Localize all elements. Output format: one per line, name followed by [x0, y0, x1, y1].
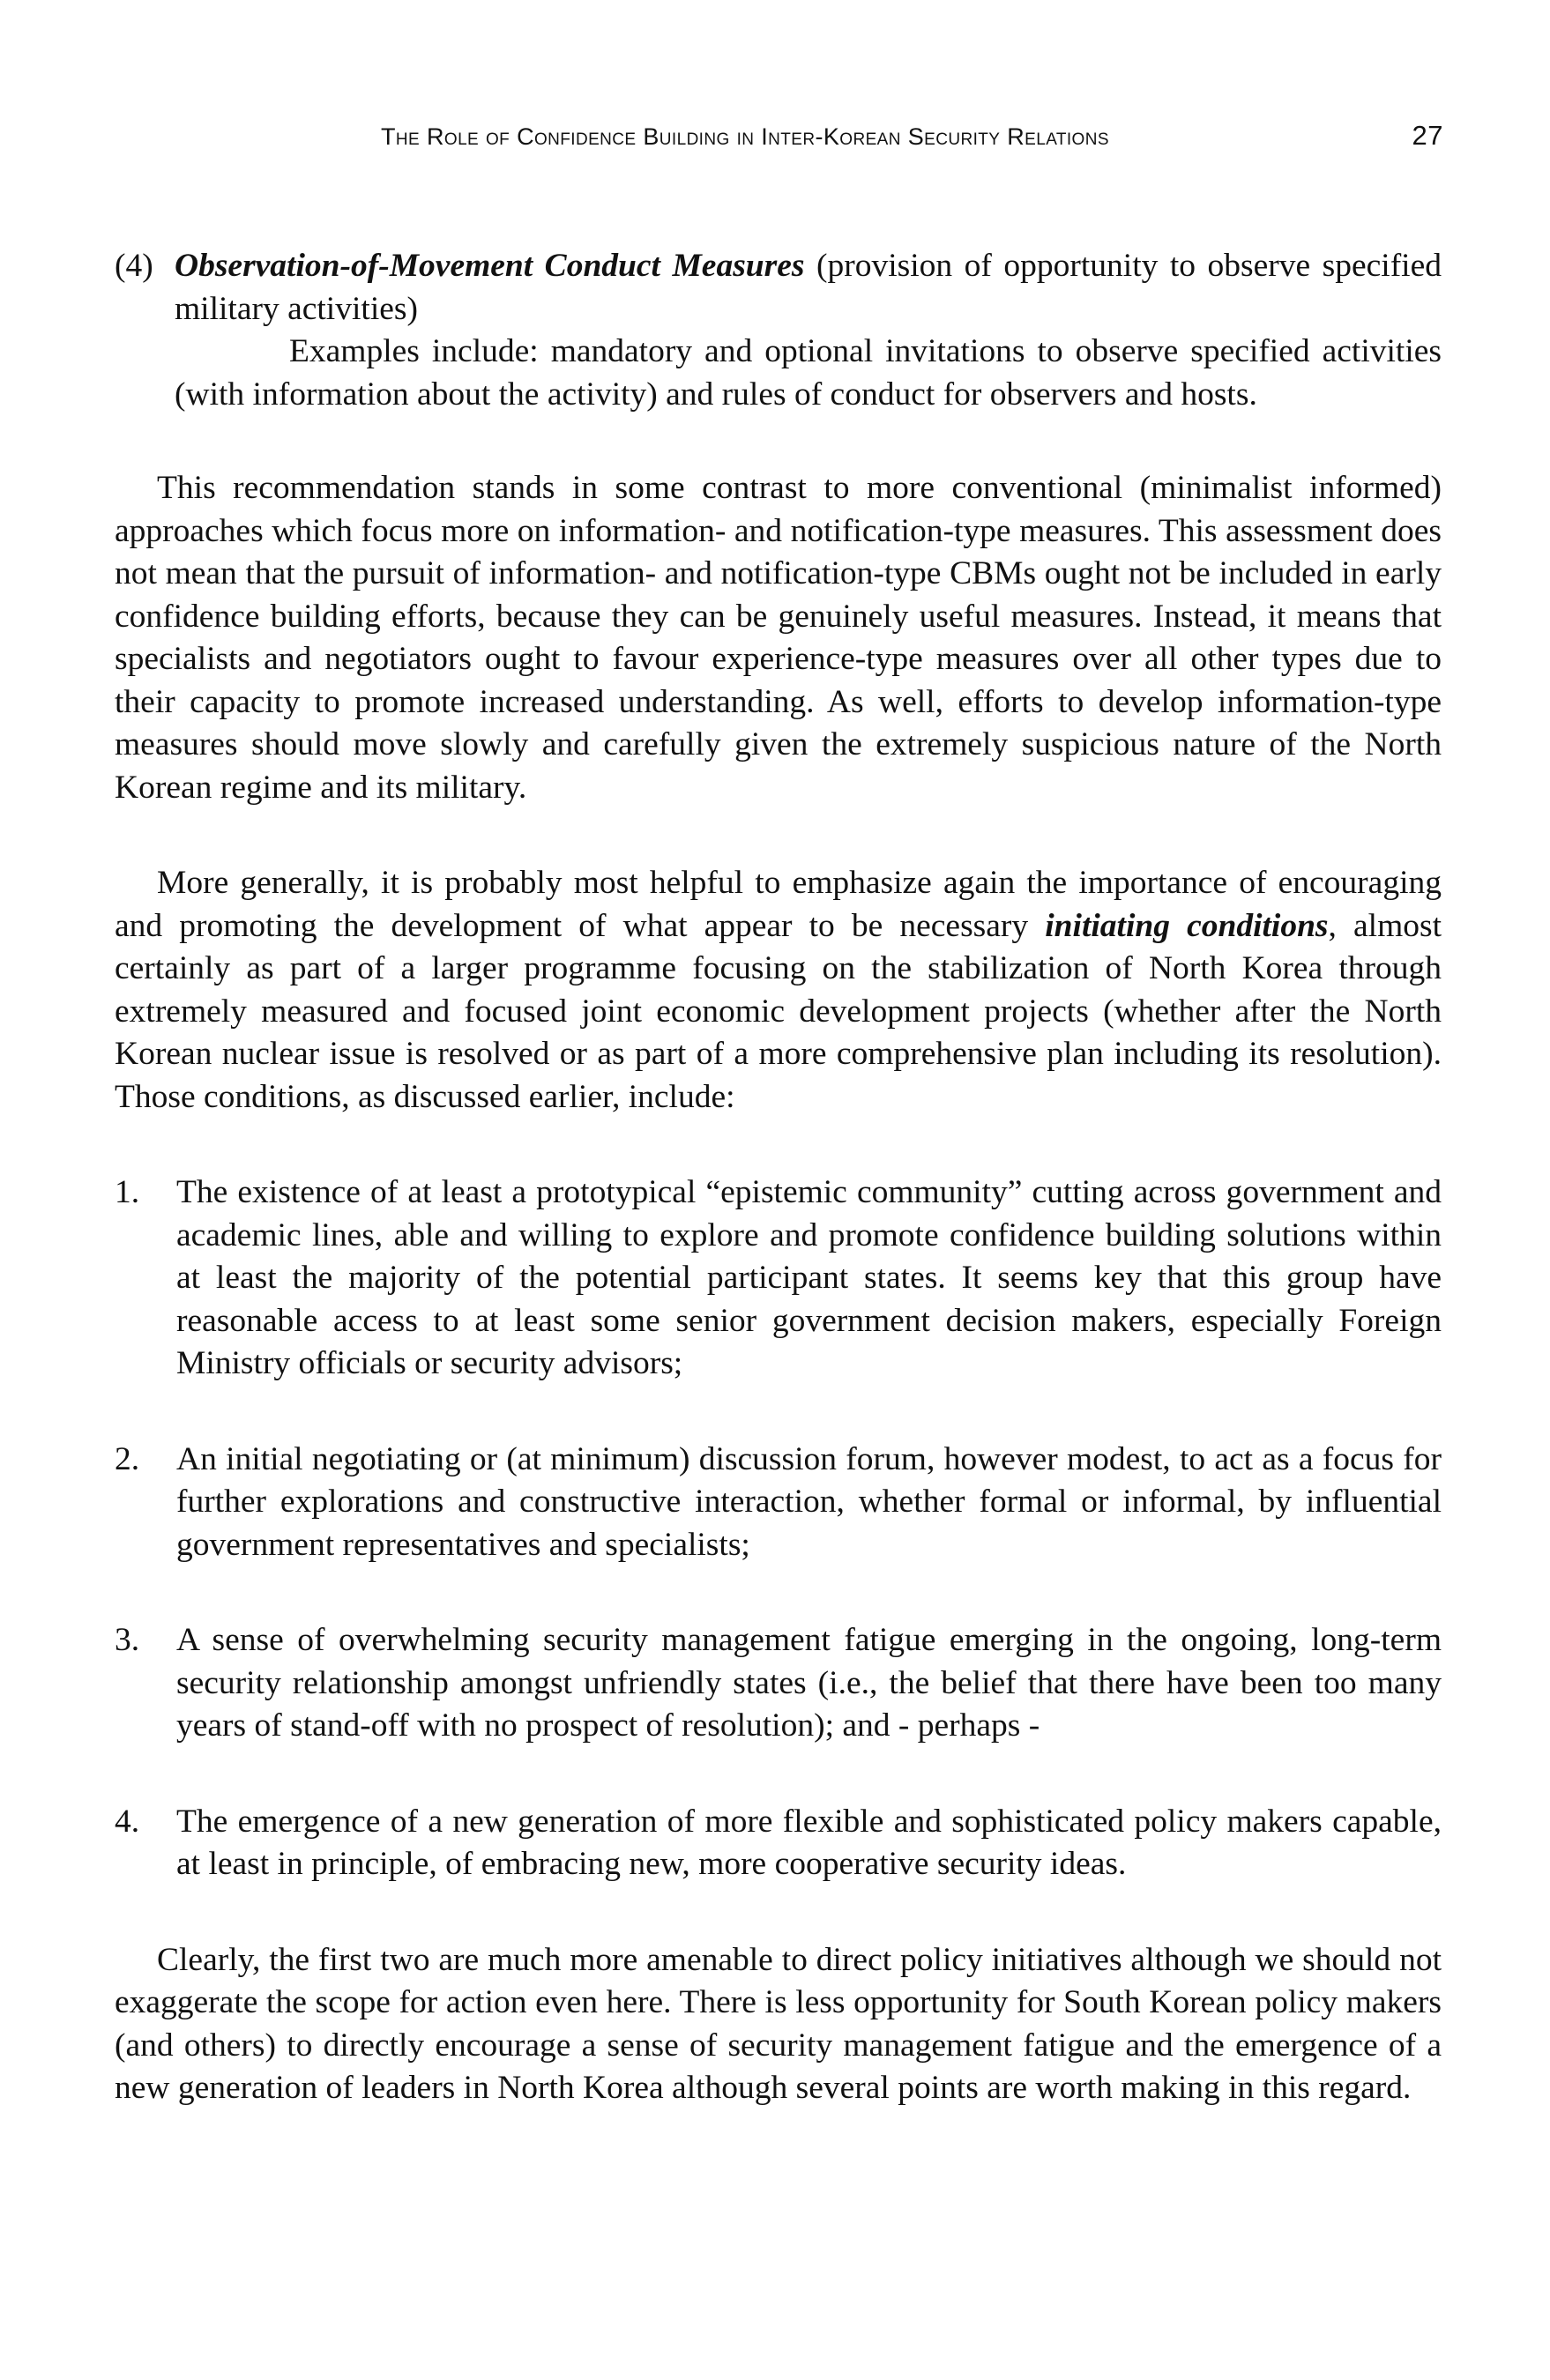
list-item: [115, 1619, 1442, 1748]
page-header: [381, 116, 1443, 152]
list-item-text: The emergence of a new generation of more flexible and sophisticated policy makers capable, at least in principle, of embracing new, more cooperative security ideas.: [176, 1803, 1442, 1882]
list-item: [115, 1171, 1442, 1386]
measure-heading: [175, 245, 1442, 331]
paragraph-recommendation: This recommendation stands in some contrast to more conventional (minimalist informed) approaches which focus more on information- and notification-type measures. This assessment does not mean that the pursuit of information- and notification-type CBMs ought not be included in early confidence building efforts, because they can be genuinely useful measures. Instead, it means that specialists and negotiators ought to favour experience-type measures over all other types due to their capacity to promote increased understanding. As well, efforts to develop information-type measures should move slowly and carefully given the extremely suspicious nature of the North Korean regime and its military.: [115, 470, 1442, 806]
list-item-number: 1.: [115, 1174, 140, 1210]
measure-item: [115, 245, 1442, 416]
conditions-list: [115, 1171, 1442, 1886]
page-number: 27: [1412, 120, 1443, 151]
list-item-number: 3.: [115, 1622, 140, 1658]
list-item-number: 2.: [115, 1440, 140, 1477]
paragraph-text: , almost certainly as part of a larger programme focusing on the stabilization of North Korea through extremely measured and focused joint economic development projects (whether after the North Korean nuclear issue is resolved or as part of a more comprehensive plan including its resolution). Those conditions, as discussed earlier, include:: [115, 907, 1442, 1115]
running-head: The Role of Confidence Building in Inter-Korean Security Relations: [381, 123, 1109, 150]
list-item-text: The existence of at least a prototypical “epistemic community” cutting across government and academic lines, able and willing to explore and promote confidence building solutions within at least the majority of the potential participant states. It seems key that this group have reasonable access to at least some senior government decision makers, especially Foreign Ministry officials or security advisors;: [176, 1174, 1442, 1381]
measure-examples: Examples include: mandatory and optional invitations to observe specified activities (with information about the activity) and rules of conduct for observers and hosts.: [175, 333, 1442, 413]
paragraph-text: More generally, it is probably most helpful to emphasize again the importance of encouraging and promoting the development of what appear to be necessary: [115, 865, 1442, 944]
list-item-number: 4.: [115, 1803, 140, 1840]
emphasis-initiating-conditions: initiating conditions: [1045, 907, 1329, 944]
measure-number: (4): [115, 248, 153, 284]
paragraph-conclusion: Clearly, the first two are much more amenable to direct policy initiatives although we should not exaggerate the scope for action even here. There is less opportunity for South Korean policy makers (and others) to directly encourage a sense of security management fatigue and the emergence of a new generation of leaders in North Korea although several points are worth making in this regard.: [115, 1941, 1442, 2106]
paragraph-initiating-conditions: [115, 862, 1442, 1119]
list-item: [115, 1801, 1442, 1886]
list-item-text: An initial negotiating or (at minimum) discussion forum, however modest, to act as a focus for further explorations and constructive interaction, whether formal or informal, by influential government representatives and specialists;: [176, 1440, 1442, 1563]
list-item-text: A sense of overwhelming security management fatigue emerging in the ongoing, long-term security relationship amongst unfriendly states (i.e., the belief that there have been too many years of stand-off with no prospect of resolution); and - perhaps -: [176, 1622, 1442, 1744]
list-item: [115, 1439, 1442, 1567]
measure-title: Observation-of-Movement Conduct Measures: [175, 248, 805, 284]
measure-content: [175, 245, 1442, 416]
page-body: [115, 245, 1442, 2163]
measure-definition: (provision of opportunity to observe specified military activities): [175, 248, 1442, 327]
